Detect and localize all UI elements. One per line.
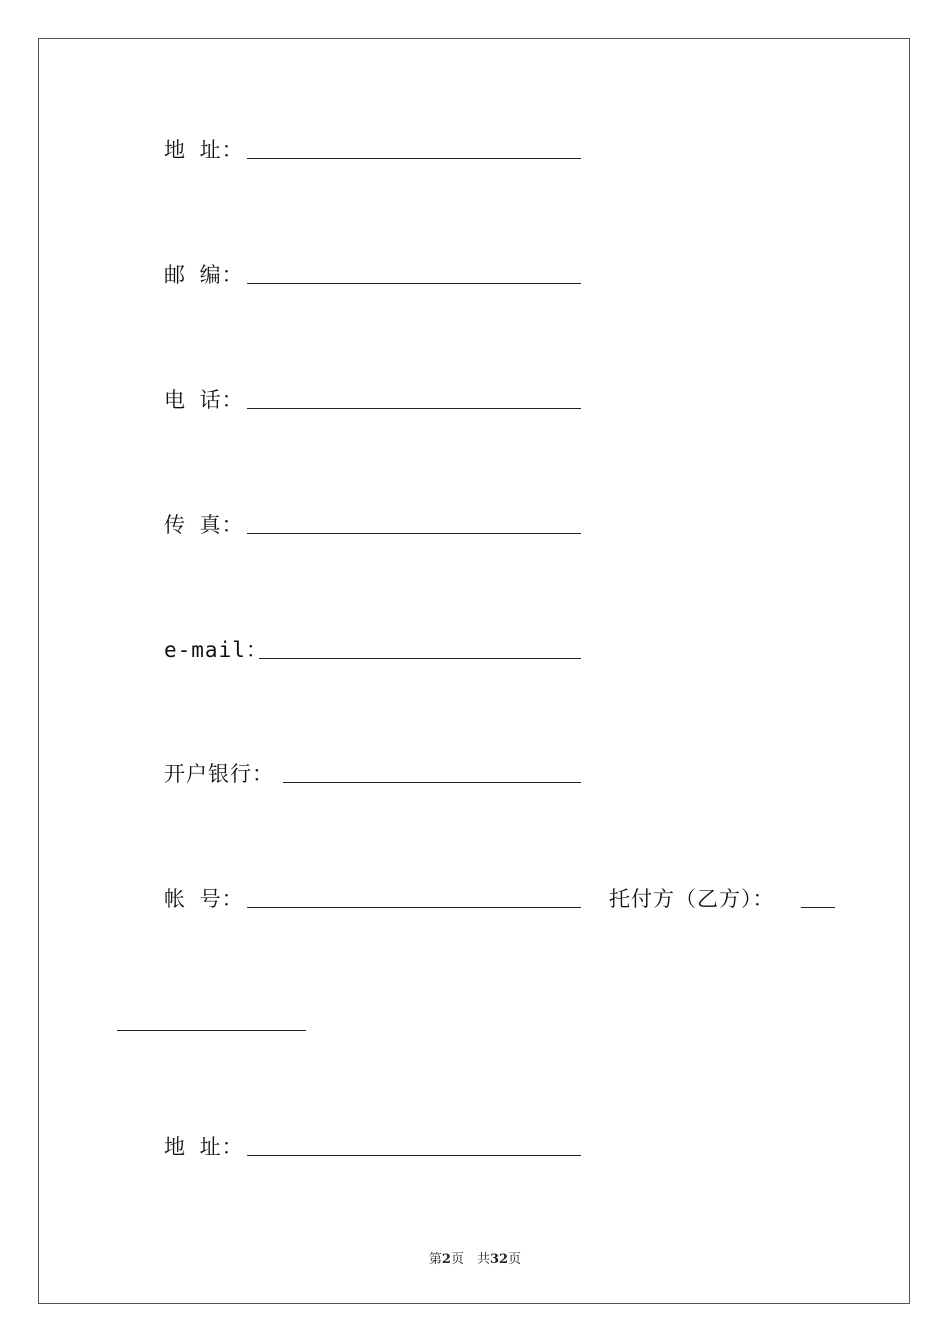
address-blank xyxy=(247,158,581,159)
phone-label: 电 话： xyxy=(164,388,244,412)
address-label: 地 址： xyxy=(164,138,244,162)
fax-label: 传 真： xyxy=(164,513,244,537)
party-b-blank-2 xyxy=(117,1030,306,1031)
postcode-label: 邮 编： xyxy=(164,263,244,287)
account-blank xyxy=(247,907,581,908)
bank-blank xyxy=(283,782,581,783)
footer-suffix: 页 xyxy=(508,1252,522,1267)
address-blank-b xyxy=(247,1155,581,1156)
address-label-b: 地 址： xyxy=(164,1135,244,1159)
account-label: 帐 号： xyxy=(164,887,244,911)
footer-prefix: 第 xyxy=(428,1252,442,1267)
postcode-blank xyxy=(247,283,581,284)
footer-mid: 页 共 xyxy=(450,1252,490,1267)
page-frame xyxy=(38,38,910,1304)
footer-current-page: 2 xyxy=(441,1252,451,1267)
party-b-label: 托付方（乙方）： xyxy=(609,887,775,911)
party-b-blank-1 xyxy=(801,907,835,908)
page-footer xyxy=(0,1248,950,1267)
bank-label: 开户银行： xyxy=(164,762,274,786)
email-label: e-mail： xyxy=(164,638,268,662)
footer-total-pages: 32 xyxy=(489,1252,509,1267)
email-blank xyxy=(259,658,581,659)
phone-blank xyxy=(247,408,581,409)
fax-blank xyxy=(247,533,581,534)
